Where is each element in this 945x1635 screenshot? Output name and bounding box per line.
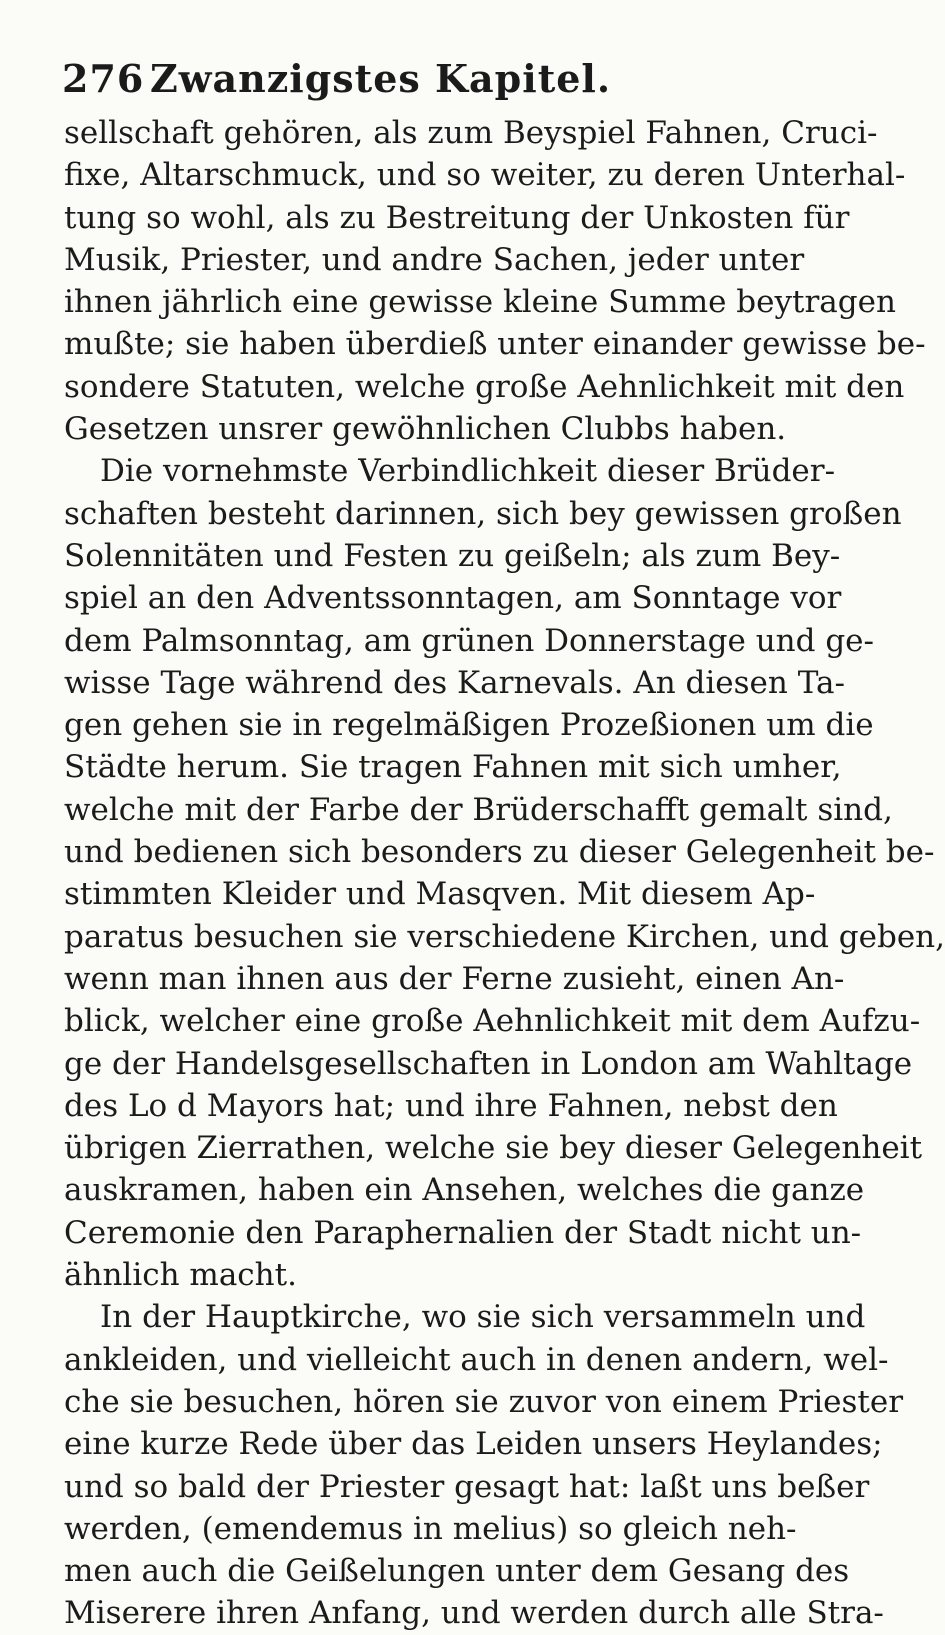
text-line: des Lo d Mayors hat; und ihre Fahnen, nebst den [64, 1087, 838, 1124]
text-line: stimmten Kleider und Masqven. Mit diesem Ap- [64, 876, 816, 913]
text-line: spiel an den Adventssonntagen, am Sonntage vor [64, 580, 842, 617]
text-line: werden, (emendemus in melius) so gleich neh- [64, 1510, 797, 1547]
text-line: blick, welcher eine große Aehnlichkeit mit dem Aufzu- [64, 1003, 921, 1040]
text-line: übrigen Zierrathen, welche sie bey dieser Gelegenheit [64, 1130, 923, 1167]
body-text [64, 112, 945, 1635]
text-line: Musik, Priester, und andre Sachen, jeder unter [64, 241, 805, 278]
text-line: Städte herum. Sie tragen Fahnen mit sich umher, [64, 749, 842, 786]
text-line: mußte; sie haben überdieß unter einander gewisse be- [64, 326, 926, 363]
text-line: und so bald der Priester gesagt hat: laßt uns beßer [64, 1468, 870, 1505]
text-line: ähnlich macht. [64, 1257, 297, 1294]
text-line: schaften besteht darinnen, sich bey gewissen großen [64, 495, 902, 532]
running-head [62, 56, 622, 106]
text-line: Ceremonie den Paraphernalien der Stadt nicht un- [64, 1214, 862, 1251]
text-line: Gesetzen unsrer gewöhnlichen Clubbs haben. [64, 411, 787, 448]
text-line: gen gehen sie in regelmäßigen Prozeßionen um die [64, 707, 874, 744]
text-line: Miserere ihren Anfang, und werden durch alle Stra- [64, 1595, 884, 1632]
text-line: Solennitäten und Festen zu geißeln; als zum Bey- [64, 537, 841, 574]
text-line: sellschaft gehören, als zum Beyspiel Fahnen, Cruci- [64, 115, 878, 151]
text-line: Die vornehmste Verbindlichkeit dieser Brüder- [100, 453, 836, 490]
text-line: In der Hauptkirche, wo sie sich versammeln und [100, 1299, 866, 1336]
text-line: paratus besuchen sie verschiedene Kirchen, und geben, [64, 918, 945, 955]
page-number: 276 [62, 56, 145, 101]
text-line: wisse Tage während des Karnevals. An diesen Ta- [64, 664, 845, 701]
text-line: eine kurze Rede über das Leiden unsers Heylandes; [64, 1426, 883, 1463]
text-line: che sie besuchen, hören sie zuvor von einem Priester [64, 1383, 904, 1420]
text-line: welche mit der Farbe der Brüderschafft gemalt sind, [64, 791, 893, 828]
text-line: ge der Handelsgesellschaften in London am Wahltage [64, 1045, 913, 1082]
text-line: ihnen jährlich eine gewisse kleine Summe beytragen [64, 284, 896, 321]
chapter-title: Zwanzigstes Kapitel. [150, 56, 612, 101]
text-line: auskramen, haben ein Ansehen, welches die ganze [64, 1172, 865, 1209]
text-line: men auch die Geißelungen unter dem Gesang des [64, 1553, 850, 1590]
text-line: sondere Statuten, welche große Aehnlichkeit mit den [64, 368, 905, 405]
text-line: wenn man ihnen aus der Ferne zusieht, einen An- [64, 960, 845, 997]
text-line: fixe, Altarschmuck, und so weiter, zu deren Unterhal- [64, 157, 906, 194]
text-line: ankleiden, und vielleicht auch in denen andern, wel- [64, 1341, 889, 1378]
text-line: und bedienen sich besonders zu dieser Gelegenheit be- [64, 834, 935, 871]
text-line: dem Palmsonntag, am grünen Donnerstage und ge- [64, 622, 874, 659]
text-line: tung so wohl, als zu Bestreitung der Unkosten für [64, 199, 850, 236]
